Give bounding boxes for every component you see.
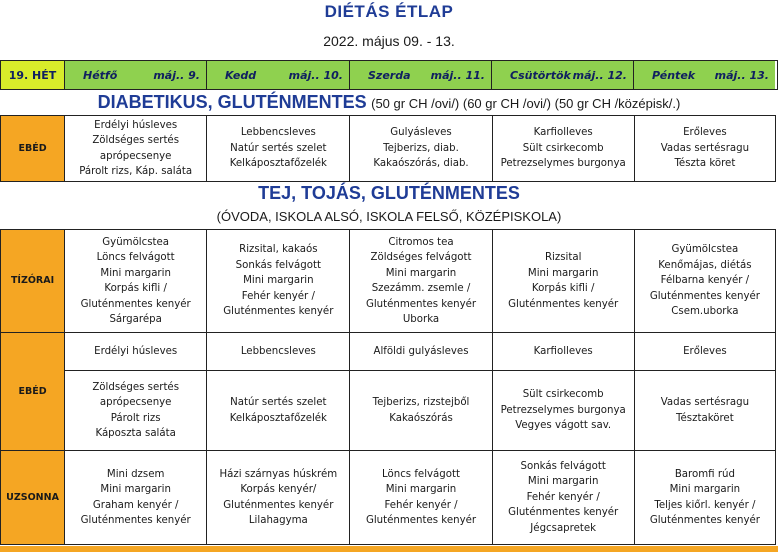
section-diabetic-note: (50 gr CH /ovi/) (60 gr CH /ovi/) (50 gr CH /középisk/.) (371, 96, 681, 111)
menu-cell-fri (634, 230, 775, 333)
menu-item: Gluténmentes kenyér (80, 298, 191, 310)
menu-item: Sonkás felvágott (235, 259, 321, 271)
day-name: Szerda (368, 68, 411, 82)
menu-item: Tejberizs, rizstejből (372, 397, 470, 408)
menu-item: Mini margarin (100, 484, 171, 495)
day-header-thursday (492, 61, 634, 89)
menu-item: Párolt rizs (110, 412, 161, 424)
table-row (1, 116, 776, 182)
menu-item: Kelkáposztafőzelék (229, 158, 327, 170)
menu-item: Zöldséges sertés (92, 381, 180, 393)
menu-cell-wed (350, 230, 492, 333)
day-date: máj.. 11. (430, 68, 485, 82)
menu-item: Mini margarin (385, 484, 457, 495)
menu-item: Mini margarin (669, 484, 741, 495)
menu-item: Kakaószórás, diab. (373, 158, 469, 170)
menu-cell-thu (492, 230, 634, 333)
menu-cell-mon (65, 116, 207, 182)
menu-cell-thu (492, 116, 634, 182)
menu-cell-mon (65, 230, 207, 333)
menu-item: Erőleves (683, 127, 727, 139)
menu-item: aprópecsenye (99, 150, 172, 162)
menu-item: Mini margarin (385, 267, 457, 279)
page-title: DIÉTÁS ÉTLAP (324, 2, 454, 21)
menu-item: Gyümölcstea (102, 236, 170, 248)
menu-item: Rizsital, kakaós (239, 244, 318, 256)
week-label: 19. HÉT (1, 61, 65, 89)
diabetic-table (0, 115, 776, 182)
menu-item: Gluténmentes kenyér (223, 306, 334, 318)
menu-item: Fehér kenyér / (526, 491, 600, 503)
menu-item: Zöldséges felvágott (370, 252, 472, 263)
menu-item: Kenőmájas, diétás (658, 259, 752, 271)
meal-label: EBÉD (1, 116, 65, 182)
menu-item: Sonkás felvágott (520, 460, 606, 472)
menu-item: Karfiolleves (533, 127, 593, 139)
menu-item: Fehér kenyér / (241, 290, 315, 302)
menu-item: Kelkáposztafőzelék (229, 412, 327, 424)
menu-item: Zöldséges sertés (92, 135, 180, 146)
day-header-wednesday (350, 61, 492, 89)
menu-item: Gluténmentes kenyér (649, 515, 760, 526)
menu-item: Gyümölcstea (671, 244, 739, 256)
meal-label: UZSONNA (1, 451, 65, 545)
day-header-friday (634, 61, 775, 89)
menu-item: Csem.uborka (671, 306, 739, 318)
menu-item: Gluténmentes kenyér (508, 507, 619, 519)
menu-item: Mini margarin (527, 476, 599, 488)
meal-label: EBÉD (1, 333, 65, 451)
menu-item: Gluténmentes kenyér (365, 298, 477, 310)
menu-item: Káposzta saláta (95, 428, 176, 439)
menu-item: Mini margarin (243, 275, 314, 287)
day-date: máj.. 12. (572, 68, 627, 82)
soup-cell-mon: Erdélyi húsleves (65, 333, 207, 371)
menu-item: Párolt rizs, Káp. saláta (79, 166, 193, 177)
menu-item: Korpás kifli / (531, 283, 595, 294)
menu-item: Vadas sertésragu (660, 397, 750, 408)
section-allergen-subtitle: (ÓVODA, ISKOLA ALSÓ, ISKOLA FELSŐ, KÖZÉPISKOLA) (216, 209, 562, 224)
menu-item: Gluténmentes kenyér (223, 499, 334, 511)
soup-cell-thu: Karfiolleves (492, 333, 634, 371)
menu-item: Lilahagyma (248, 515, 308, 526)
section-diabetic-title: DIABETIKUS, GLUTÉNMENTES (97, 92, 367, 112)
section-diabetic-heading (0, 92, 778, 113)
menu-item: Korpás kenyér/ (240, 484, 317, 495)
menu-item: Kakaószórás (389, 412, 453, 424)
menu-item: Natúr sertés szelet (230, 142, 327, 154)
menu-item: Mini dzsem (106, 468, 165, 480)
menu-cell-thu (492, 451, 634, 545)
day-name: Hétfő (83, 68, 118, 82)
menu-item: Gluténmentes kenyér (649, 290, 760, 302)
menu-cell-tue (207, 116, 350, 182)
soup-cell-tue: Lebbencsleves (207, 333, 350, 371)
menu-item: Graham kenyér / (92, 499, 179, 511)
day-date: máj.. 13. (714, 68, 769, 82)
menu-item: Uborka (402, 314, 440, 325)
section-allergen-heading (0, 183, 778, 204)
menu-item: Sült csirkecomb (522, 142, 604, 154)
main-cell-wed (350, 371, 492, 451)
menu-item: Szezámm. zsemle / (371, 283, 471, 294)
menu-item: Sárgarépa (109, 314, 162, 325)
main-cell-fri (634, 371, 775, 451)
week-header-bar (0, 60, 778, 90)
table-row (1, 451, 776, 545)
menu-item: Baromfi rúd (674, 468, 735, 480)
day-name: Péntek (652, 68, 696, 82)
main-cell-thu (492, 371, 634, 451)
day-header-monday (65, 61, 207, 89)
table-row (1, 333, 776, 371)
menu-item: Korpás kifli / (104, 283, 167, 294)
menu-item: Fehér kenyér / (384, 499, 458, 511)
menu-item: Vegyes vágott sav. (515, 420, 612, 432)
day-date: máj.. 9. (153, 68, 200, 82)
menu-cell-tue (207, 451, 350, 545)
menu-item: Gulyásleves (390, 127, 452, 139)
menu-item: Mini margarin (100, 267, 171, 279)
menu-item: Petrezselymes burgonya (500, 404, 626, 416)
menu-item: Tejberizs, diab. (383, 142, 459, 154)
menu-item: aprópecsenye (99, 397, 172, 408)
menu-item: Tészta köret (674, 158, 736, 170)
soup-cell-wed: Alföldi gulyásleves (350, 333, 492, 371)
menu-item: Tésztaköret (676, 412, 734, 424)
menu-item: Gluténmentes kenyér (508, 298, 619, 310)
menu-item: Sült csirkecomb (522, 389, 604, 401)
soup-cell-fri: Erőleves (634, 333, 775, 371)
menu-item: Rizsital (544, 252, 582, 263)
section-allergen-title: TEJ, TOJÁS, GLUTÉNMENTES (258, 183, 520, 203)
menu-item: Petrezselymes burgonya (500, 158, 626, 170)
allergen-table (0, 229, 776, 545)
menu-item: Löncs felvágott (96, 252, 175, 263)
menu-item: Jégcsapretek (530, 522, 597, 534)
day-name: Csütörtök (510, 68, 571, 82)
bottom-bar (0, 546, 778, 552)
table-row (1, 371, 776, 451)
day-date: máj.. 10. (288, 68, 343, 82)
day-name: Kedd (225, 68, 257, 82)
date-range: 2022. május 09. - 13. (323, 33, 455, 49)
main-cell-mon (65, 371, 207, 451)
menu-item: Löncs felvágott (382, 468, 460, 480)
menu-item: Vadas sertésragu (660, 142, 750, 154)
menu-item: Erdélyi húsleves (94, 119, 178, 131)
menu-item: Citromos tea (388, 236, 454, 248)
menu-cell-tue (207, 230, 350, 333)
meal-label: TÍZÓRAI (1, 230, 65, 333)
menu-cell-fri (634, 451, 775, 545)
menu-item: Teljes kiőrl. kenyér / (654, 499, 756, 511)
menu-item: Gluténmentes kenyér (365, 515, 477, 526)
day-header-tuesday (207, 61, 350, 89)
menu-cell-wed (350, 451, 492, 545)
main-cell-tue (207, 371, 350, 451)
menu-cell-fri (634, 116, 775, 182)
menu-cell-mon (65, 451, 207, 545)
menu-item: Gluténmentes kenyér (80, 515, 191, 526)
menu-item: Lebbencsleves (240, 127, 316, 139)
menu-item: Mini margarin (527, 267, 599, 279)
menu-item: Natúr sertés szelet (230, 397, 327, 408)
table-row (1, 230, 776, 333)
menu-cell-wed (350, 116, 492, 182)
menu-item: Félbarna kenyér / (660, 275, 750, 287)
menu-item: Házi szárnyas húskrém (219, 468, 338, 480)
